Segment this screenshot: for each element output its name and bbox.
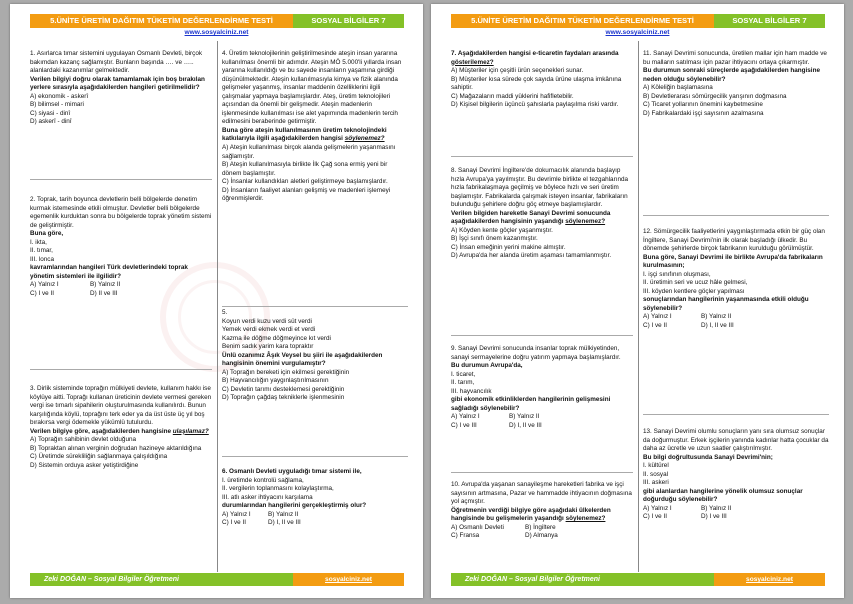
option-a[interactable]: A) Ateşin kullanılması birçok alanda gelişmelerin yaşanmasını sağlamıştır. bbox=[222, 144, 396, 160]
question-2 bbox=[30, 196, 212, 299]
question-lead: Buna göre, bbox=[30, 230, 64, 238]
item-2: II. sosyal bbox=[643, 470, 669, 478]
option-b[interactable]: B) Müşteriler kısa sürede çok sayıda ürüne ulaşma imkânına sahiptir. bbox=[451, 75, 622, 92]
option-b[interactable]: B) Yalnız II bbox=[701, 504, 732, 512]
option-a[interactable]: A) Yalnız I bbox=[30, 281, 59, 289]
option-c[interactable]: C) Fransa bbox=[451, 532, 480, 540]
poem-line: Yemek verdi ekmek verdi et verdi bbox=[222, 326, 316, 334]
question-1 bbox=[30, 50, 212, 127]
option-d[interactable]: D) I ve III bbox=[701, 513, 727, 521]
option-a[interactable]: A) Yalnız I bbox=[643, 504, 672, 512]
option-c[interactable]: C) I ve II bbox=[643, 513, 667, 521]
question-divider bbox=[451, 472, 633, 473]
question-text: 2. Toprak, tarih boyunca devletlerin belli bölgelerde denetim kurmak istemesinde etkili olmuştur. Devletler belli bölgelerde egemenlik kurduktan sonra bu bölgelerde toprak yönetim sistemi de geliştirmiştir. bbox=[30, 196, 212, 229]
question-text: 10. Avrupa'da yaşanan sanayileşme hareketleri fabrika ve işçi sayısının artmasına, Pazar ve hammadde ihtiyacının doğmasına yol açmıştır. bbox=[451, 481, 632, 506]
page-header bbox=[451, 14, 825, 28]
question-divider bbox=[451, 335, 633, 336]
option-d[interactable]: D) Almanya bbox=[525, 532, 558, 540]
question-divider bbox=[30, 179, 212, 180]
option-a[interactable]: A) Toprağın sahibinin devlet olduğuna bbox=[30, 436, 137, 444]
question-12 bbox=[643, 228, 829, 331]
option-b[interactable]: B) Topraktan alınan verginin doğrudan hazineye aktarıldığına bbox=[30, 444, 202, 452]
option-b[interactable]: B) bilimsel - mimari bbox=[30, 101, 84, 109]
site-link[interactable]: www.sosyalciniz.net bbox=[605, 29, 670, 36]
question-text: 12. Sömürgecilik faaliyetlerini yaygınlaştırmada etkin bir güç olan İngiltere, Sanayi Devrimi'nin ilk olarak başladığı ülkedir. Bu dönemde şehirlerde birçok fabrikanın kurulduğu görülmüştür. bbox=[643, 228, 825, 253]
option-b[interactable]: B) Ateşin kullanılmasıyla birlikte İlk Çağ sona ermiş yeni bir dönem başlamıştır. bbox=[222, 161, 388, 177]
column-divider bbox=[217, 41, 218, 572]
item-3: III. hayvancılık bbox=[451, 387, 492, 395]
item-3: III. askeri bbox=[643, 479, 669, 487]
question-text: 11. Sanayi Devrimi sonucunda, üretilen mallar için ham madde ve bu malların satılması için pazar ihtiyacını ortaya çıkarmıştır. bbox=[643, 50, 827, 66]
option-c[interactable]: C) I ve II bbox=[222, 519, 246, 527]
question-text: 8. Sanayi Devrimi İngiltere'de dokumacılık alanında başlayıp hızla Avrupa'ya yayılmıştır. Bu devrimle birlikte el tezgahlarında hızla fabrikalaşmaya geçilmiş ve böylece hızlı ve seri üretim başlamıştır. Fabrikalarda çalışmak isteyen insanlar, fabrikaların bulunduğu şehirlere doğru göç etmeye başlamışlardır. bbox=[451, 167, 629, 209]
site-link[interactable]: www.sosyalciniz.net bbox=[184, 29, 249, 36]
question-prompt: Verilen bilgiden hareketle Sanayi Devrimi sonucunda aşağıdakilerden hangisinin yaşandığı bbox=[451, 209, 611, 226]
option-a[interactable]: A) Yalnız I bbox=[643, 313, 672, 321]
option-d[interactable]: D) Toprağın çağdaş tekniklerle işlenmesinin bbox=[222, 394, 345, 402]
option-b[interactable]: B) İngiltere bbox=[525, 523, 556, 531]
question-9 bbox=[451, 345, 633, 430]
question-5 bbox=[222, 309, 408, 403]
item-1: I. kültürel bbox=[643, 462, 669, 470]
question-text: 7. Aşağıdakilerden hangisi e-ticaretin faydaları arasında bbox=[451, 50, 619, 57]
option-b[interactable]: B) Hayvancılığın yaygınlaştırılmasının bbox=[222, 377, 329, 385]
question-divider bbox=[451, 156, 633, 157]
option-d[interactable]: D) İnsanların faaliyet alanları gelişmiş ve madenleri işlemeyi öğrenmişlerdir. bbox=[222, 186, 391, 203]
test-title: 5.ÜNİTE ÜRETİM DAĞITIM TÜKETİM DEĞERLENDİRME TESTİ bbox=[30, 14, 293, 28]
question-lead: Bu durumun Avrupa'da, bbox=[451, 362, 523, 370]
option-d[interactable]: D) II ve III bbox=[90, 290, 118, 298]
question-prompt: Buna göre ateşin kullanılmasının üretim teknolojindeki katkılarıyla ilgili aşağıdakilerden hangisi bbox=[222, 126, 387, 143]
question-prompt: Buna göre, Sanayi Devrimi ile birlikte Avrupa'da fabrikaların kurulmasının; bbox=[643, 253, 823, 270]
option-c[interactable]: C) siyasi - dinî bbox=[30, 109, 71, 117]
item-1: I. ikta, bbox=[30, 238, 47, 246]
page-footer bbox=[451, 573, 825, 586]
item-1: I. üretimde kontrolü sağlama, bbox=[222, 476, 304, 484]
option-d[interactable]: D) askerî - dinî bbox=[30, 118, 72, 126]
question-10 bbox=[451, 481, 633, 541]
option-d[interactable]: D) Fabrikalardaki işçi sayısının azalmasına bbox=[643, 109, 764, 117]
question-text: 1. Asırlarca tımar sistemini uygulayan Osmanlı Devleti, birçok bakımdan kazanç sağlamıştır. Bunların başında …. ve ….. alanlardaki kazanımlar gelmektedir. bbox=[30, 50, 203, 75]
question-prompt: Ünlü ozanımız Âşık Veysel bu şiiri ile aşağıdakilerden hangisinin önemini vurgulamıştır? bbox=[222, 351, 383, 368]
question-prompt: kavramlarından hangileri Türk devletlerindeki toprak yönetim sistemleri ile ilgilidir? bbox=[30, 264, 188, 280]
option-a[interactable]: A) Yalnız I bbox=[222, 510, 251, 518]
question-text: 13. Sanayi Devrimi olumlu sonuçların yanı sıra olumsuz sonuçlar da doğurmuştur. Erkek işçilerin yanında kadınlar hatta çocuklar da daha az ücretle ve uzun saatler çalıştırılmıştır. bbox=[643, 428, 829, 453]
option-b[interactable]: B) Yalnız II bbox=[701, 313, 732, 321]
option-d[interactable]: D) Kişisel bilgilerin üçüncü şahıslarla paylaşılma riski vardır. bbox=[451, 101, 619, 109]
option-b[interactable]: B) Devletlerarası sömürgecilik yarışının doğmasına bbox=[643, 92, 787, 100]
question-prompt: gibi alanlardan hangilerine yönelik olumsuz sonuçlar doğurduğu söylenebilir? bbox=[643, 487, 803, 504]
question-divider bbox=[643, 414, 829, 415]
exam-page-left bbox=[10, 4, 423, 598]
option-c[interactable]: C) I ve II bbox=[643, 322, 667, 330]
question-prompt: durumlarından hangilerini gerçekleştirmiş olur? bbox=[222, 502, 367, 510]
question-number: 5. bbox=[222, 309, 228, 316]
question-divider bbox=[222, 456, 408, 457]
option-a[interactable]: A) Yalnız I bbox=[451, 413, 480, 421]
item-2: II. tarım, bbox=[451, 379, 475, 387]
poem-line: Koyun verdi kuzu verdi süt verdi bbox=[222, 317, 312, 325]
question-divider bbox=[643, 215, 829, 216]
option-b[interactable]: B) İşçi sınıfı önem kazanmıştır. bbox=[451, 235, 538, 243]
option-d[interactable]: D) Avrupa'da her alanda üretim aşaması tamamlanmıştır. bbox=[451, 252, 612, 260]
question-7 bbox=[451, 50, 633, 110]
item-3: III. köyden kentlere göçler yapılması bbox=[643, 287, 745, 295]
question-prompt-2: sonuçlarından hangilerinin yaşanmasında etkili olduğu söylenebilir? bbox=[643, 296, 809, 312]
question-3 bbox=[30, 385, 212, 470]
subject-label: SOSYAL BİLGİLER 7 bbox=[714, 14, 825, 28]
question-divider bbox=[30, 369, 212, 370]
option-c[interactable]: C) I ve III bbox=[451, 421, 477, 429]
question-prompt-em: söylenemez? bbox=[344, 135, 385, 143]
item-1: I. ticaret, bbox=[451, 370, 476, 378]
option-d[interactable]: D) I, II ve III bbox=[268, 519, 301, 527]
footer-site-link[interactable]: sosyalciniz.net bbox=[293, 573, 404, 586]
option-c[interactable]: C) İnsanlar kullandıkları aletleri geliştirmeye başlamışlardır. bbox=[222, 178, 388, 186]
question-text: 6. Osmanlı Devleti uyguladığı tımar sistemi ile, bbox=[222, 468, 362, 475]
option-c[interactable]: C) Mağazaların maddi yüklerini hafifletebilir. bbox=[451, 92, 574, 100]
option-b[interactable]: B) Yalnız II bbox=[90, 281, 121, 289]
question-divider bbox=[222, 306, 408, 307]
option-c[interactable]: C) İnsan emeğinin yerini makine almıştır. bbox=[451, 243, 566, 251]
option-b[interactable]: B) Yalnız II bbox=[509, 413, 540, 421]
question-prompt: Verilen bilgiyi doğru olarak tamamlamak için boş bırakılan yerlere sırasıyla aşağıdakilerden hangileri getirilmelidir? bbox=[30, 75, 205, 92]
question-prompt-em: söylenemez? bbox=[565, 218, 606, 226]
subject-label: SOSYAL BİLGİLER 7 bbox=[293, 14, 404, 28]
option-b[interactable]: B) Yalnız II bbox=[268, 510, 299, 518]
question-13 bbox=[643, 428, 829, 522]
option-a[interactable]: A) Toprağın bereketi için ekilmesi gerektiğinin bbox=[222, 368, 350, 376]
question-prompt: Öğretmenin verdiği bilgiye göre aşağıdaki ülkelerden hangisinde bu gelişmelerin yaşandığı bbox=[451, 506, 611, 523]
option-a[interactable]: A) ekonomik - askerî bbox=[30, 92, 89, 100]
exam-page-right bbox=[431, 4, 844, 598]
question-prompt-em: söylenemez? bbox=[565, 515, 606, 523]
option-d[interactable]: D) I, II ve III bbox=[701, 322, 734, 330]
poem-line: Benim sadık yarim kara topraktır bbox=[222, 343, 314, 351]
item-3: III. atlı asker ihtiyacını karşılama bbox=[222, 493, 313, 501]
page-footer bbox=[30, 573, 404, 586]
question-6 bbox=[222, 468, 408, 528]
option-c[interactable]: C) Ticaret yollarının önemini kaybetmesine bbox=[643, 101, 763, 109]
item-1: I. işçi sınıfının oluşması, bbox=[643, 270, 711, 278]
question-11 bbox=[643, 50, 829, 118]
option-c[interactable]: C) I ve II bbox=[30, 290, 54, 298]
item-2: II. vergilerin toplanmasını kolaylaştırma, bbox=[222, 485, 334, 493]
question-prompt-em: ulaşılamaz? bbox=[172, 427, 209, 435]
option-d[interactable]: D) Sistemin orduya asker yetiştirdiğine bbox=[30, 461, 139, 469]
footer-site-link[interactable]: sosyalciniz.net bbox=[714, 573, 825, 586]
question-8 bbox=[451, 167, 633, 261]
option-d[interactable]: D) I, II ve III bbox=[509, 421, 542, 429]
author-label: Zeki DOĞAN – Sosyal Bilgiler Öğretmeni bbox=[451, 573, 714, 586]
item-3: III. lonca bbox=[30, 255, 54, 263]
item-2: II. tımar, bbox=[30, 247, 53, 255]
option-a[interactable]: A) Osmanlı Devleti bbox=[451, 523, 504, 531]
author-label: Zeki DOĞAN – Sosyal Bilgiler Öğretmeni bbox=[30, 573, 293, 586]
option-a[interactable]: A) Köyden kente göçler yaşanmıştır. bbox=[451, 226, 553, 234]
poem-line: Kazma ile döğme döğmeyince kıt verdi bbox=[222, 334, 331, 342]
page-header bbox=[30, 14, 404, 28]
option-a[interactable]: A) Müşteriler için çeşitli ürün seçenekleri sunar. bbox=[451, 67, 584, 75]
option-a[interactable]: A) Köleliğin başlamasına bbox=[643, 84, 713, 92]
question-lead: Bu bilgi doğrultusunda Sanayi Devrimi'nin; bbox=[643, 453, 773, 461]
question-text-em: gösterilemez? bbox=[451, 58, 494, 66]
question-prompt: Verilen bilgiye göre, aşağıdakilerden hangisine bbox=[30, 427, 172, 435]
question-prompt: gibi ekonomik etkinliklerden hangilerinin gelişmesini sağladığı söylenebilir? bbox=[451, 396, 611, 412]
item-2: II. üretimin seri ve ucuz hâle gelmesi, bbox=[643, 279, 748, 287]
test-title: 5.ÜNİTE ÜRETİM DAĞITIM TÜKETİM DEĞERLENDİRME TESTİ bbox=[451, 14, 714, 28]
question-text: 9. Sanayi Devrimi sonucunda insanlar toprak mülkiyetinden, sanayi sermayelerine doğru yatırım yapmaya başlamışlardır. bbox=[451, 345, 621, 361]
option-c[interactable]: C) Üretimde sürekliliğin sağlanmaya çalışıldığına bbox=[30, 453, 168, 461]
question-4 bbox=[222, 50, 408, 204]
question-prompt: Bu durumun sonraki süreçlerde aşağıdakilerden hangisine neden olduğu söylenebilir? bbox=[643, 67, 820, 83]
question-text: 4. Üretim teknolojilerinin geliştirilmesinde ateşin insan yararına kullanılması önemli bir adımdır. Ateşin MÖ 5.000'li yıllarda insan yararına kullanıldığı ve bu sayede insanların yaşamına girdiği düşünülmektedir. Ateşin kullanılmasıyla kimya ve fizik alanında gelişmeler yaşanmış, insanlar maddenin özelliklerini ilgili çalışmalar yapmaya başlamışlardır. Ateş, üretim teknolojileri açısından da önemli bir gelişmedir. Ateşin madenlerin işlenmesinde kullanılması ise alet yapımında madenlerin tercih edilmesini beraberinde getirmiştir. bbox=[222, 50, 402, 126]
question-text: 3. Dirlik sisteminde toprağın mülkiyeti devlete, kullanım hakkı ise köylüye aitti. Toprağı kullanan üreticinin devlete vermesi gereken vergi ise tımarlı sipahilerin oluşturulmasında kullanılırdı. Bunun karşılığında köylü, toprağını terk eder ya da üst üste üç yıl boş bırakırsa vergi ödemekle yükümlü tutulurdu. bbox=[30, 385, 212, 427]
column-divider bbox=[638, 41, 639, 572]
option-c[interactable]: C) Devletin tarımı desteklemesi gerektiğinin bbox=[222, 385, 345, 393]
